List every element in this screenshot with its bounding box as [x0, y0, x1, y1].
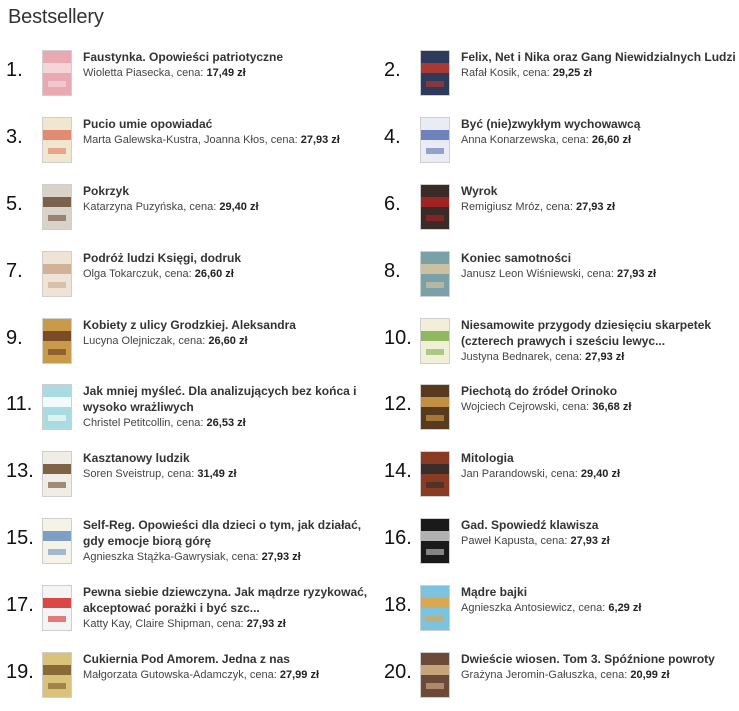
price-label: cena: — [545, 201, 573, 213]
book-author: Paweł Kapusta — [461, 535, 535, 547]
book-price: 31,49 zł — [197, 468, 237, 480]
cover-decoration — [426, 349, 444, 355]
book-author: Agnieszka Stążka-Gawrysiak — [83, 551, 226, 563]
book-meta: Jan Parandowski, cena: 29,40 zł — [461, 468, 621, 480]
cover-decoration — [421, 264, 449, 274]
book-cover-image[interactable] — [42, 585, 72, 631]
book-price: 27,99 zł — [279, 669, 320, 681]
book-cover-image[interactable] — [42, 384, 72, 430]
book-title-link[interactable]: Pewna siebie dziewczyna. Jak mądrze ryzykować, akceptować porażki i być szc... — [83, 585, 368, 615]
book-rank: 18. — [384, 594, 412, 616]
book-title-link[interactable]: Kobiety z ulicy Grodzkiej. Aleksandra — [83, 318, 296, 332]
book-item[interactable] — [384, 581, 736, 641]
book-price: 27,93 zł — [246, 618, 286, 630]
book-item[interactable] — [384, 46, 736, 106]
book-cover-image[interactable] — [420, 117, 450, 163]
price-label: cena: — [562, 401, 590, 413]
book-item[interactable] — [6, 180, 378, 240]
book-item[interactable] — [6, 581, 378, 641]
cover-decoration — [421, 197, 449, 207]
cover-decoration — [421, 531, 449, 541]
book-meta: Lucyna Olejniczak, cena: 26,60 zł — [83, 335, 248, 347]
book-cover-image[interactable] — [420, 652, 450, 698]
book-rank: 15. — [6, 527, 34, 549]
book-price: 27,93 zł — [570, 535, 610, 547]
book-title-link[interactable]: Mitologia — [461, 451, 514, 465]
book-rank: 13. — [6, 460, 34, 482]
cover-decoration — [43, 531, 71, 541]
book-meta: Wojciech Cejrowski, cena: 36,68 zł — [461, 401, 632, 413]
book-author: Remigiusz Mróz — [461, 201, 540, 213]
cover-decoration — [48, 148, 66, 154]
book-price: 29,25 zł — [552, 67, 592, 79]
book-author: Katarzyna Puzyńska — [83, 201, 184, 213]
book-title-link[interactable]: Niesamowite przygody dziesięciu skarpetek (czterech prawych i sześciu lewyc... — [461, 318, 712, 348]
cover-decoration — [48, 683, 66, 689]
book-cover-image[interactable] — [420, 50, 450, 96]
book-rank: 3. — [6, 126, 23, 148]
book-info — [461, 183, 736, 215]
book-info — [83, 317, 378, 349]
book-meta: Soren Sveistrup, cena: 31,49 zł — [83, 468, 237, 480]
price-label: cena: — [164, 268, 192, 280]
cover-decoration — [48, 549, 66, 555]
cover-decoration — [43, 598, 71, 608]
book-item[interactable] — [384, 380, 736, 440]
cover-decoration — [43, 63, 71, 73]
cover-decoration — [421, 331, 449, 341]
book-item[interactable] — [6, 514, 378, 574]
book-item[interactable] — [384, 648, 736, 708]
book-price: 6,29 zł — [608, 602, 642, 614]
book-author: Christel Petitcollin — [83, 417, 171, 429]
book-cover-image[interactable] — [42, 652, 72, 698]
book-item[interactable] — [384, 247, 736, 307]
cover-decoration — [48, 482, 66, 488]
price-label: cena: — [176, 417, 204, 429]
book-info — [83, 49, 378, 81]
book-author: Marta Galewska-Kustra, Joanna Kłos — [83, 134, 265, 146]
book-cover-image[interactable] — [420, 585, 450, 631]
book-info — [461, 383, 736, 415]
cover-decoration — [48, 415, 66, 421]
book-author: Lucyna Olejniczak — [83, 335, 173, 347]
book-info — [461, 49, 736, 81]
book-meta: Agnieszka Antosiewicz, cena: 6,29 zł — [461, 602, 642, 614]
price-label: cena: — [167, 468, 195, 480]
book-cover-image[interactable] — [42, 117, 72, 163]
book-rank: 2. — [384, 59, 401, 81]
book-meta: Marta Galewska-Kustra, Joanna Kłos, cena: 27,93 zł — [83, 134, 340, 146]
book-title-link[interactable]: Być (nie)zwykłym wychowawcą — [461, 117, 641, 131]
book-meta: Justyna Bednarek, cena: 27,93 zł — [461, 351, 625, 363]
price-label: cena: — [578, 602, 606, 614]
book-title-link[interactable]: Jak mniej myśleć. Dla analizujących bez końca i wysoko wrażliwych — [83, 384, 357, 414]
book-rank: 7. — [6, 260, 23, 282]
book-meta: Małgorzata Gutowska-Adamczyk, cena: 27,99 zł — [83, 669, 320, 681]
book-cover-image[interactable] — [420, 451, 450, 497]
book-author: Katty Kay, Claire Shipman — [83, 618, 211, 630]
price-label: cena: — [600, 669, 628, 681]
cover-decoration — [426, 282, 444, 288]
book-title-link[interactable]: Podróż ludzi Księgi, dodruk — [83, 251, 242, 265]
cover-decoration — [48, 215, 66, 221]
book-author: Jan Parandowski — [461, 468, 545, 480]
book-meta: Remigiusz Mróz, cena: 27,93 zł — [461, 201, 616, 213]
book-author: Wioletta Piasecka — [83, 67, 171, 79]
book-cover-image[interactable] — [420, 184, 450, 230]
book-info — [461, 584, 736, 616]
book-info — [461, 450, 736, 482]
price-label: cena: — [540, 535, 568, 547]
book-info — [83, 517, 378, 565]
book-cover-image[interactable] — [420, 251, 450, 297]
book-author: Małgorzata Gutowska-Adamczyk — [83, 669, 244, 681]
price-label: cena: — [176, 67, 204, 79]
book-price: 29,40 zł — [580, 468, 621, 480]
book-price: 27,93 zł — [616, 268, 657, 280]
book-item[interactable] — [384, 180, 736, 240]
book-price: 26,60 zł — [591, 134, 632, 146]
cover-decoration — [48, 349, 66, 355]
book-item[interactable] — [6, 380, 378, 440]
book-info — [83, 450, 378, 482]
book-item[interactable] — [6, 247, 378, 307]
book-rank: 19. — [6, 661, 34, 683]
book-rank: 16. — [384, 527, 412, 549]
book-title-link[interactable]: Gad. Spowiedź klawisza — [461, 518, 599, 532]
book-meta: Wioletta Piasecka, cena: 17,49 zł — [83, 67, 246, 79]
price-label: cena: — [270, 134, 298, 146]
book-price: 29,40 zł — [219, 201, 259, 213]
cover-decoration — [421, 598, 449, 608]
book-rank: 17. — [6, 594, 34, 616]
book-title-link[interactable]: Faustynka. Opowieści patriotyczne — [83, 50, 284, 64]
book-rank: 9. — [6, 327, 23, 349]
book-item[interactable] — [384, 113, 736, 173]
book-cover-image[interactable] — [42, 518, 72, 564]
price-label: cena: — [586, 268, 614, 280]
book-item[interactable] — [6, 46, 378, 106]
book-price: 26,60 zł — [194, 268, 234, 280]
book-rank: 8. — [384, 260, 401, 282]
book-price: 26,60 zł — [208, 335, 248, 347]
cover-decoration — [43, 197, 71, 207]
book-author: Grażyna Jeromin-Gałuszka — [461, 669, 595, 681]
book-price: 27,93 zł — [575, 201, 616, 213]
book-item[interactable] — [6, 314, 378, 374]
book-cover-image[interactable] — [420, 318, 450, 364]
book-info — [83, 250, 378, 282]
cover-decoration — [426, 683, 444, 689]
book-title-link[interactable]: Felix, Net i Nika oraz Gang Niewidzialnych Ludzi — [461, 50, 736, 64]
price-label: cena: — [178, 335, 206, 347]
book-info — [461, 250, 736, 282]
book-title-link[interactable]: Kasztanowy ludzik — [83, 451, 190, 465]
cover-decoration — [43, 397, 71, 407]
cover-decoration — [426, 549, 444, 555]
book-title-link[interactable]: Pokrzyk — [83, 184, 130, 198]
book-info — [83, 183, 378, 215]
book-meta: Katty Kay, Claire Shipman, cena: 27,93 zł — [83, 618, 286, 630]
book-price: 27,93 zł — [300, 134, 340, 146]
book-title-link[interactable]: Dwieście wiosen. Tom 3. Spóźnione powroty — [461, 652, 715, 666]
cover-decoration — [421, 464, 449, 474]
book-title-link[interactable]: Piechotą do źródeł Orinoko — [461, 384, 618, 398]
book-cover-image[interactable] — [42, 184, 72, 230]
price-label: cena: — [561, 134, 589, 146]
book-meta: Agnieszka Stążka-Gawrysiak, cena: 27,93 zł — [83, 551, 301, 563]
book-author: Olga Tokarczuk — [83, 268, 159, 280]
cover-decoration — [426, 415, 444, 421]
cover-decoration — [48, 616, 66, 622]
book-title-link[interactable]: Pucio umie opowiadać — [83, 117, 213, 131]
book-meta: Anna Konarzewska, cena: 26,60 zł — [461, 134, 632, 146]
book-rank: 5. — [6, 193, 23, 215]
cover-decoration — [43, 665, 71, 675]
book-price: 20,99 zł — [630, 669, 670, 681]
cover-decoration — [426, 81, 444, 87]
book-info — [83, 584, 378, 632]
price-label: cena: — [555, 351, 583, 363]
book-price: 26,53 zł — [206, 417, 246, 429]
book-item[interactable] — [384, 447, 736, 507]
book-author: Janusz Leon Wiśniewski — [461, 268, 581, 280]
book-info — [83, 651, 378, 683]
book-item[interactable] — [384, 314, 736, 374]
book-cover-image[interactable] — [42, 318, 72, 364]
book-meta: Christel Petitcollin, cena: 26,53 zł — [83, 417, 246, 429]
book-meta: Rafał Kosik, cena: 29,25 zł — [461, 67, 592, 79]
book-author: Wojciech Cejrowski — [461, 401, 557, 413]
book-meta: Janusz Leon Wiśniewski, cena: 27,93 zł — [461, 268, 657, 280]
book-rank: 6. — [384, 193, 401, 215]
bestsellers-heading: Bestsellery — [8, 6, 104, 28]
book-cover-image[interactable] — [42, 251, 72, 297]
book-rank: 20. — [384, 661, 412, 683]
cover-decoration — [43, 130, 71, 140]
book-rank: 1. — [6, 59, 23, 81]
book-cover-image[interactable] — [42, 50, 72, 96]
book-cover-image[interactable] — [420, 384, 450, 430]
book-meta: Katarzyna Puzyńska, cena: 29,40 zł — [83, 201, 259, 213]
cover-decoration — [426, 616, 444, 622]
book-title-link[interactable]: Self-Reg. Opowieści dla dzieci o tym, jak działać, gdy emocje biorą górę — [83, 518, 362, 548]
book-info — [461, 317, 736, 365]
cover-decoration — [48, 81, 66, 87]
book-item[interactable] — [6, 113, 378, 173]
book-meta: Grażyna Jeromin-Gałuszka, cena: 20,99 zł — [461, 669, 670, 681]
book-title-link[interactable]: Wyrok — [461, 184, 498, 198]
book-author: Justyna Bednarek — [461, 351, 550, 363]
cover-decoration — [421, 665, 449, 675]
cover-decoration — [421, 397, 449, 407]
book-rank: 12. — [384, 393, 412, 415]
book-author: Anna Konarzewska — [461, 134, 556, 146]
price-label: cena: — [249, 669, 277, 681]
book-rank: 10. — [384, 327, 412, 349]
price-label: cena: — [216, 618, 244, 630]
cover-decoration — [48, 282, 66, 288]
book-info — [461, 517, 736, 549]
book-price: 27,93 zł — [261, 551, 301, 563]
book-price: 17,49 zł — [206, 67, 246, 79]
book-title-link[interactable]: Mądre bajki — [461, 585, 528, 599]
book-info — [83, 383, 378, 431]
cover-decoration — [426, 482, 444, 488]
book-info — [461, 651, 736, 683]
cover-decoration — [421, 130, 449, 140]
cover-decoration — [43, 464, 71, 474]
book-rank: 14. — [384, 460, 412, 482]
book-info — [461, 116, 736, 148]
book-price: 36,68 zł — [592, 401, 632, 413]
book-rank: 4. — [384, 126, 401, 148]
book-item[interactable] — [6, 648, 378, 708]
cover-decoration — [421, 63, 449, 73]
cover-decoration — [43, 264, 71, 274]
book-rank: 11. — [6, 393, 33, 415]
book-price: 27,93 zł — [585, 351, 625, 363]
price-label: cena: — [231, 551, 259, 563]
book-author: Agnieszka Antosiewicz — [461, 602, 573, 614]
price-label: cena: — [189, 201, 217, 213]
price-label: cena: — [522, 67, 550, 79]
price-label: cena: — [550, 468, 578, 480]
book-title-link[interactable]: Cukiernia Pod Amorem. Jedna z nas — [83, 652, 290, 666]
book-info — [83, 116, 378, 148]
book-title-link[interactable]: Koniec samotności — [461, 251, 572, 265]
book-item[interactable] — [6, 447, 378, 507]
book-cover-image[interactable] — [420, 518, 450, 564]
cover-decoration — [43, 331, 71, 341]
book-author: Rafał Kosik — [461, 67, 517, 79]
cover-decoration — [426, 148, 444, 154]
book-author: Soren Sveistrup — [83, 468, 162, 480]
cover-decoration — [426, 215, 444, 221]
book-cover-image[interactable] — [42, 451, 72, 497]
book-item[interactable] — [384, 514, 736, 574]
book-meta: Paweł Kapusta, cena: 27,93 zł — [461, 535, 610, 547]
book-meta: Olga Tokarczuk, cena: 26,60 zł — [83, 268, 234, 280]
